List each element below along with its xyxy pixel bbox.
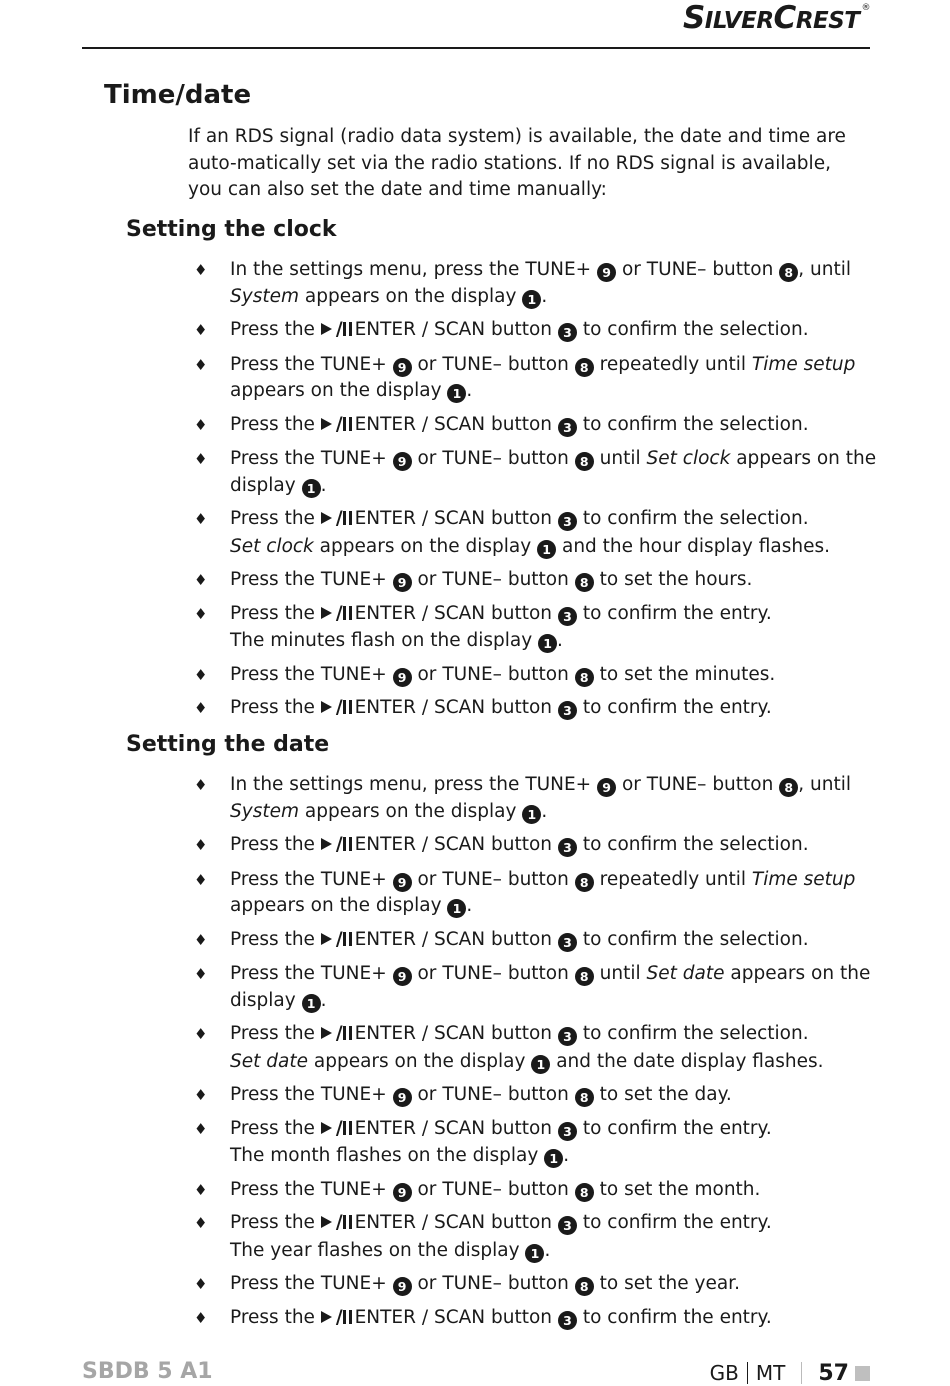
footer-model: SBDB 5 A1 <box>82 1359 213 1384</box>
button-number-icon: 9 <box>393 573 412 592</box>
pause-icon <box>343 1211 352 1238</box>
button-number-icon: 3 <box>558 418 577 437</box>
list-item: ♦ Press the / ENTER / SCAN button 3 to confirm the selection. <box>194 927 874 955</box>
list-item: ♦ Press the TUNE+ 9 or TUNE– button 8 to set the day. <box>194 1082 874 1109</box>
play-icon <box>321 607 332 619</box>
heading-setting-date: Setting the date <box>126 732 330 757</box>
list-item: ♦ Press the / ENTER / SCAN button 3 to confirm the selection. <box>194 832 874 860</box>
play-icon <box>321 701 332 713</box>
button-number-icon: 8 <box>575 573 594 592</box>
pause-icon <box>343 507 352 534</box>
list-item: ♦ Press the / ENTER / SCAN button 3 to confirm the selection. <box>194 317 874 345</box>
bullet-icon: ♦ <box>194 1180 208 1199</box>
page-title: Time/date <box>104 80 252 110</box>
display-number-icon: 1 <box>447 899 466 918</box>
clock-steps-list <box>194 257 877 730</box>
bullet-icon: ♦ <box>194 1308 208 1327</box>
button-number-icon: 8 <box>779 778 798 797</box>
button-number-icon: 3 <box>558 512 577 531</box>
button-number-icon: 3 <box>558 1216 577 1235</box>
button-number-icon: 8 <box>575 1183 594 1202</box>
play-icon <box>321 1027 332 1039</box>
bullet-icon: ♦ <box>194 1025 208 1043</box>
list-item: ♦ Press the / ENTER / SCAN button 3 to confirm the entry. The minutes flash on the display 1 . <box>194 602 772 651</box>
button-number-icon: 3 <box>558 1122 577 1141</box>
page-number: 57 <box>818 1361 849 1386</box>
pause-icon <box>343 696 352 723</box>
button-number-icon: 3 <box>558 701 577 720</box>
bullet-icon: ♦ <box>194 415 208 434</box>
intro-paragraph: If an RDS signal (radio data system) is available, the date and time are auto-matically set via the radio stations. If no RDS signal is available, you can also set the date and time manually: <box>188 126 846 200</box>
list-item: ♦ Press the / ENTER / SCAN button 3 to confirm the entry. <box>194 695 874 723</box>
heading-setting-clock: Setting the clock <box>126 217 337 242</box>
bullet-icon: ♦ <box>194 1119 208 1138</box>
button-number-icon: 9 <box>393 1088 412 1107</box>
display-number-icon: 1 <box>522 805 541 824</box>
list-item: ♦ Press the / ENTER / SCAN button 3 to confirm the entry. The month flashes on the display 1 . <box>194 1117 772 1166</box>
list-item: ♦ In the settings menu, press the TUNE+ 9 or TUNE– button 8 , until System appears on the display 1 . <box>194 774 851 822</box>
list-item: ♦ Press the TUNE+ 9 or TUNE– button 8 repeatedly until Time setup appears on the display 1 . <box>194 868 856 916</box>
play-icon <box>321 838 332 850</box>
bullet-icon: ♦ <box>194 261 208 279</box>
pause-icon <box>343 1306 352 1333</box>
button-number-icon: 9 <box>393 452 412 471</box>
pause-icon <box>343 413 352 440</box>
button-number-icon: 3 <box>558 323 577 342</box>
brand-logo: SILVERCREST ® <box>682 0 870 36</box>
pause-icon <box>343 833 352 860</box>
button-number-icon: 8 <box>779 263 798 282</box>
list-item: ♦ Press the TUNE+ 9 or TUNE– button 8 until Set date appears on the display 1 . <box>194 963 871 1011</box>
bullet-icon: ♦ <box>194 836 208 854</box>
button-number-icon: 8 <box>575 967 594 986</box>
list-item: ♦ Press the / ENTER / SCAN button 3 to confirm the selection. Set clock appears on the display 1 and the hour display flashes. <box>194 508 830 557</box>
footer-divider <box>747 1362 748 1384</box>
list-item: ♦ Press the / ENTER / SCAN button 3 to confirm the selection. <box>194 412 874 440</box>
play-icon <box>321 1216 332 1228</box>
bullet-icon: ♦ <box>194 1275 208 1293</box>
footer-page-info <box>710 1361 870 1386</box>
play-icon <box>321 323 332 335</box>
list-item: ♦ In the settings menu, press the TUNE+ 9 or TUNE– button 8 , until System appears on the display 1 . <box>194 259 851 307</box>
pause-icon <box>343 1117 352 1144</box>
date-steps-list <box>194 772 874 1339</box>
bullet-icon: ♦ <box>194 450 208 468</box>
button-number-icon: 8 <box>575 358 594 377</box>
button-number-icon: 9 <box>597 778 616 797</box>
list-item: ♦ Press the / ENTER / SCAN button 3 to confirm the entry. <box>194 1305 874 1333</box>
display-number-icon: 1 <box>302 479 321 498</box>
button-number-icon: 9 <box>393 668 412 687</box>
button-number-icon: 9 <box>393 967 412 986</box>
play-icon <box>321 1311 332 1323</box>
display-number-icon: 1 <box>447 384 466 403</box>
bullet-icon: ♦ <box>194 510 208 528</box>
page-marker-icon <box>855 1366 870 1381</box>
play-icon <box>321 418 332 430</box>
display-number-icon: 1 <box>531 1055 550 1074</box>
button-number-icon: 8 <box>575 1088 594 1107</box>
display-number-icon: 1 <box>522 290 541 309</box>
bullet-icon: ♦ <box>194 965 208 983</box>
play-icon <box>321 1122 332 1134</box>
bullet-icon: ♦ <box>194 355 208 374</box>
footer-divider <box>801 1362 802 1384</box>
bullet-icon: ♦ <box>194 870 208 889</box>
button-number-icon: 3 <box>558 607 577 626</box>
list-item: ♦ Press the TUNE+ 9 or TUNE– button 8 to set the year. <box>194 1271 874 1298</box>
button-number-icon: 3 <box>558 933 577 952</box>
display-number-icon: 1 <box>525 1244 544 1263</box>
button-number-icon: 8 <box>575 452 594 471</box>
footer-lang-gb: GB <box>709 1361 739 1385</box>
bullet-icon: ♦ <box>194 571 208 589</box>
pause-icon <box>343 318 352 345</box>
footer-lang-mt: MT <box>755 1361 786 1385</box>
button-number-icon: 9 <box>393 1183 412 1202</box>
play-icon <box>321 512 332 524</box>
list-item: ♦ Press the TUNE+ 9 or TUNE– button 8 to set the month. <box>194 1177 874 1204</box>
list-item: ♦ Press the TUNE+ 9 or TUNE– button 8 to set the hours. <box>194 567 874 594</box>
button-number-icon: 9 <box>393 358 412 377</box>
pause-icon <box>343 602 352 629</box>
list-item: ♦ Press the / ENTER / SCAN button 3 to confirm the selection. Set date appears on the display 1 and the date display flashes. <box>194 1023 824 1072</box>
pause-icon <box>343 1022 352 1049</box>
button-number-icon: 8 <box>575 668 594 687</box>
button-number-icon: 9 <box>393 1277 412 1296</box>
display-number-icon: 1 <box>537 540 556 559</box>
list-item: ♦ Press the TUNE+ 9 or TUNE– button 8 until Set clock appears on the display 1 . <box>194 448 877 496</box>
list-item: ♦ Press the / ENTER / SCAN button 3 to confirm the entry. The year flashes on the display 1 . <box>194 1212 772 1261</box>
button-number-icon: 3 <box>558 1027 577 1046</box>
play-icon <box>321 933 332 945</box>
display-number-icon: 1 <box>538 634 557 653</box>
bullet-icon: ♦ <box>194 604 208 623</box>
display-number-icon: 1 <box>544 1149 563 1168</box>
list-item: ♦ Press the TUNE+ 9 or TUNE– button 8 to set the minutes. <box>194 662 874 689</box>
button-number-icon: 8 <box>575 873 594 892</box>
bullet-icon: ♦ <box>194 930 208 949</box>
button-number-icon: 8 <box>575 1277 594 1296</box>
bullet-icon: ♦ <box>194 699 208 717</box>
button-number-icon: 3 <box>558 1311 577 1330</box>
button-number-icon: 9 <box>393 873 412 892</box>
bullet-icon: ♦ <box>194 665 208 684</box>
header-rule <box>82 47 870 49</box>
bullet-icon: ♦ <box>194 1214 208 1232</box>
display-number-icon: 1 <box>302 994 321 1013</box>
button-number-icon: 9 <box>597 263 616 282</box>
pause-icon <box>343 928 352 955</box>
bullet-icon: ♦ <box>194 776 208 794</box>
bullet-icon: ♦ <box>194 1086 208 1104</box>
list-item: ♦ Press the TUNE+ 9 or TUNE– button 8 repeatedly until Time setup appears on the display 1 . <box>194 353 856 401</box>
button-number-icon: 3 <box>558 838 577 857</box>
bullet-icon: ♦ <box>194 321 208 339</box>
